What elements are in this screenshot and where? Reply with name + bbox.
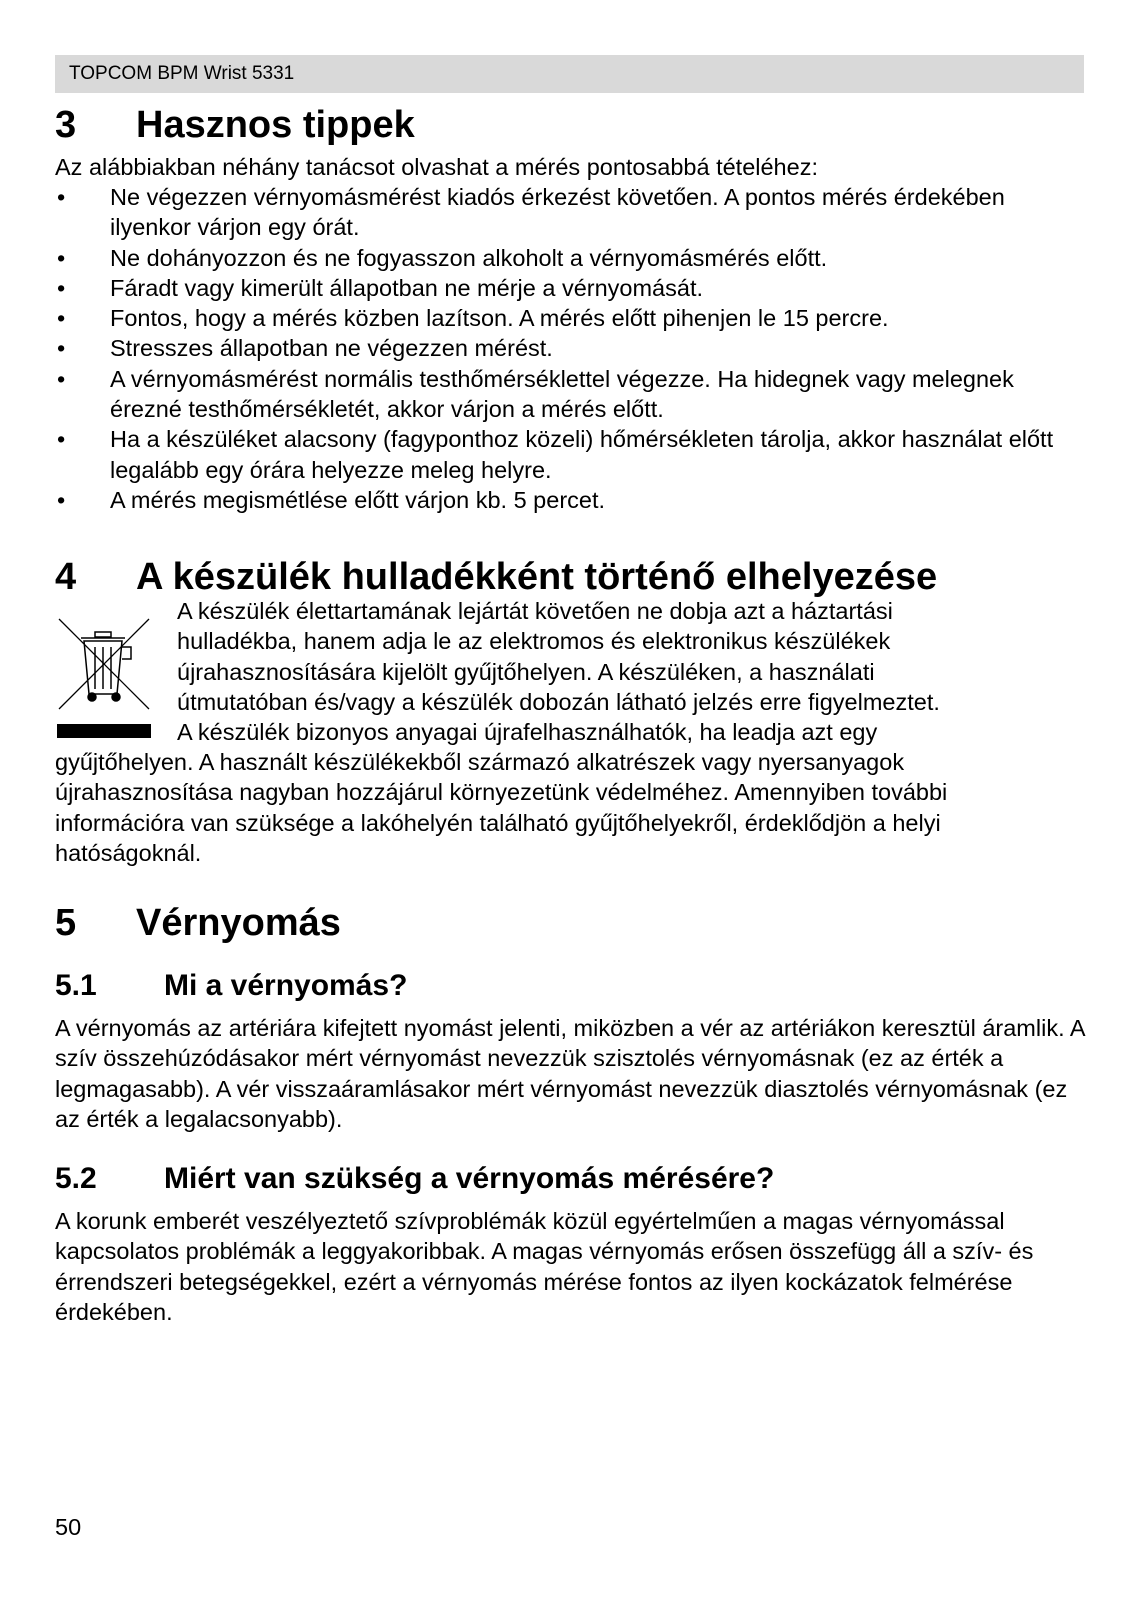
bullet-text: Fáradt vagy kimerült állapotban ne mérje a vérnyomását.: [110, 274, 704, 301]
text-line: hatóságoknál.: [55, 839, 202, 866]
list-item: [55, 303, 1085, 333]
section-3-number: 3: [55, 104, 77, 146]
section-5-2-heading: [55, 1161, 774, 1197]
bullet-marker: •: [57, 486, 66, 513]
list-item: [55, 243, 1085, 273]
bullet-marker: •: [57, 305, 66, 332]
section-5-1-text: A vérnyomás az artériára kifejtett nyomást jelenti, miközben a vér az artériákon keresztül áramlik. A szív összehúzódásakor mért vérnyomást nevezzük szisztolés vérnyomásnak (ez az érték a legmagasabb). A vér visszaáramlásakor mért vérnyomást nevezzük diasztolés vérnyomásnak (ez az érték a legalacsonyabb).: [55, 1015, 1085, 1132]
bullet-text: Stresszes állapotban ne végezzen mérést.: [110, 335, 553, 362]
section-5-1-heading: [55, 968, 407, 1004]
section-3-title: Hasznos tippek: [136, 104, 415, 146]
bullet-marker: •: [57, 274, 66, 301]
bullet-text: Ha a készüléket alacsony (fagyponthoz közeli) hőmérsékleten tárolja, akkor használat előtt legalább egy órára helyezze meleg helyre.: [110, 426, 1054, 483]
section-5-2-number: 5.2: [55, 1162, 97, 1195]
text-line: információra van szüksége a lakóhelyén található gyűjtőhelyekről, érdeklődjön a helyi: [55, 809, 941, 836]
page-number: 50: [55, 1514, 82, 1540]
section-3-bullet-list: [55, 182, 1085, 515]
weee-crossed-bin-icon: [55, 615, 153, 740]
section-5-number: 5: [55, 902, 77, 944]
list-item: [55, 485, 1085, 515]
text-line: A készülék bizonyos anyagai újrafelhasználhatók, ha leadja azt egy: [177, 719, 878, 746]
bullet-marker: •: [57, 335, 66, 362]
section-4-title: A készülék hulladékként történő elhelyezése: [136, 556, 938, 598]
section-5-heading: [55, 900, 341, 946]
bullet-text: Ne dohányozzon és ne fogyasszon alkoholt a vérnyomásmérés előtt.: [110, 244, 828, 271]
section-4-text-full: [55, 747, 1085, 868]
list-item: [55, 364, 1085, 425]
section-4-text-wrapped: [177, 596, 1077, 747]
section-4-number: 4: [55, 556, 77, 598]
text-line: útmutatóban és/vagy a készülék dobozán látható jelzés erre figyelmeztet.: [177, 688, 940, 715]
bullet-text: A vérnyomásmérést normális testhőmérséklettel végezze. Ha hidegnek vagy melegnek érezné testhőmérsékletét, akkor várjon a mérés előtt.: [110, 365, 1014, 423]
list-item: [55, 182, 1085, 243]
list-item: [55, 273, 1085, 303]
text-line: újrahasznosítása nagyban hozzájárul környezetünk védelméhez. Amennyiben további: [55, 779, 948, 806]
section-5-2-title: Miért van szükség a vérnyomás mérésére?: [164, 1162, 775, 1195]
list-item: [55, 424, 1085, 485]
bullet-marker: •: [57, 426, 66, 453]
bullet-marker: •: [57, 365, 66, 392]
bullet-marker: •: [57, 244, 66, 271]
section-5-2-text: A korunk emberét veszélyeztető szívproblémák közül egyértelműen a magas vérnyomással kapcsolatos problémák a leggyakoribbak. A magas vérnyomás erősen összefügg áll a szív- és érrendszeri betegségekkel, ezért a vérnyomás mérése fontos az ilyen kockázatok felmérése érdekében.: [55, 1208, 1034, 1325]
bullet-text: Fontos, hogy a mérés közben lazítson. A mérés előtt pihenjen le 15 percre.: [110, 305, 889, 332]
section-5-1-number: 5.1: [55, 969, 97, 1002]
bullet-text: Ne végezzen vérnyomásmérést kiadós érkezést követően. A pontos mérés érdekében ilyenkor várjon egy órát.: [110, 184, 1005, 241]
text-line: újrahasznosítására kijelölt gyűjtőhelyen. A készüléken, a használati: [177, 658, 875, 685]
bullet-marker: •: [57, 184, 66, 210]
text-line: A készülék élettartamának lejártát követően ne dobja azt a háztartási: [177, 598, 893, 624]
section-3-heading: [55, 102, 415, 148]
text-line: hulladékba, hanem adja le az elektromos és elektronikus készülékek: [177, 628, 891, 655]
section-5-1-title: Mi a vérnyomás?: [164, 969, 408, 1002]
bullet-text: A mérés megismétlése előtt várjon kb. 5 percet.: [110, 486, 606, 513]
list-item: [55, 333, 1085, 363]
section-5-title: Vérnyomás: [136, 902, 341, 944]
text-line: gyűjtőhelyen. A használt készülékekből származó alkatrészek vagy nyersanyagok: [55, 749, 905, 775]
section-4-heading: [55, 554, 937, 600]
header-text: TOPCOM BPM Wrist 5331: [69, 63, 295, 84]
section-3-intro: Az alábbiakban néhány tanácsot olvashat a mérés pontosabbá tételéhez:: [55, 154, 818, 180]
running-header: [55, 55, 1084, 93]
